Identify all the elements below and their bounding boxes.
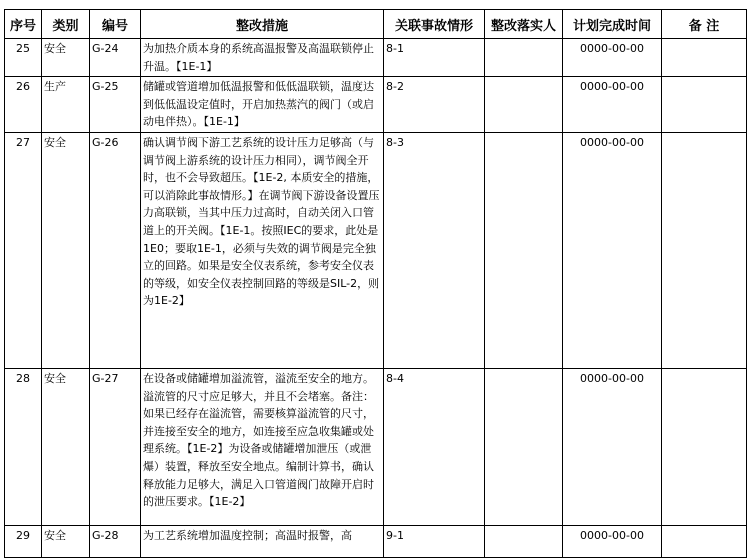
cell-category: 安全: [42, 369, 90, 526]
cell-due: 0000-00-00: [563, 369, 662, 526]
rectification-table: [4, 9, 747, 558]
header-remark: 备 注: [662, 10, 747, 39]
cell-scenario: 9-1: [384, 526, 485, 558]
header-code: 编号: [90, 10, 141, 39]
header-row: [5, 10, 747, 39]
cell-due: 0000-00-00: [563, 133, 662, 369]
cell-remark: [662, 369, 747, 526]
cell-due: 0000-00-00: [563, 526, 662, 558]
cell-code: G-27: [90, 369, 141, 526]
cell-remark: [662, 39, 747, 77]
cell-category: 安全: [42, 526, 90, 558]
cell-owner: [485, 526, 563, 558]
cell-code: G-28: [90, 526, 141, 558]
cell-measure: 为加热介质本身的系统高温报警及高温联锁停止升温。【1E-1】: [141, 39, 384, 77]
header-measure: 整改措施: [141, 10, 384, 39]
cell-owner: [485, 133, 563, 369]
cell-measure: 为工艺系统增加温度控制；高温时报警，高: [141, 526, 384, 558]
cell-owner: [485, 39, 563, 77]
cell-due: 0000-00-00: [563, 77, 662, 133]
cell-measure: 在设备或储罐增加溢流管，溢流至安全的地方。溢流管的尺寸应足够大，并且不会堵塞。备注：如果已经存在溢流管，需要核算溢流管的尺寸，并连接至安全的地方，如连接至应急收集罐或处理系统。【1E-2】为设备或储罐增加泄压（或泄爆）装置，释放至安全地点。编制计算书，确认释放能力足够大，满足入口管道阀门故障开启时的泄压要求。【1E-2】: [141, 369, 384, 526]
table-row: [5, 133, 747, 369]
cell-code: G-25: [90, 77, 141, 133]
table-row: [5, 39, 747, 77]
table-row: [5, 526, 747, 558]
header-due: 计划完成时间: [563, 10, 662, 39]
cell-seq: 29: [5, 526, 42, 558]
cell-scenario: 8-4: [384, 369, 485, 526]
cell-code: G-24: [90, 39, 141, 77]
header-category: 类别: [42, 10, 90, 39]
cell-remark: [662, 526, 747, 558]
cell-measure: 确认调节阀下游工艺系统的设计压力足够高（与调节阀上游系统的设计压力相同），调节阀全开时，也不会导致超压。【1E-2, 本质安全的措施，可以消除此事故情形。】在调节阀下游设备设置压力高联锁，当其中压力过高时，自动关闭入口管道上的开关阀。【1E-1。按照IEC的要求，此处是1E0；要取1E-1，必须与失效的调节阀是完全独立的回路。如果是安全仪表系统，参考安全仪表的等级，如安全仪表控制回路的等级是SIL-2，则为1E-2】: [141, 133, 384, 369]
cell-scenario: 8-3: [384, 133, 485, 369]
cell-category: 安全: [42, 39, 90, 77]
table-row: [5, 77, 747, 133]
header-owner: 整改落实人: [485, 10, 563, 39]
cell-seq: 27: [5, 133, 42, 369]
cell-measure: 储罐或管道增加低温报警和低低温联锁，温度达到低低温设定值时，开启加热蒸汽的阀门（或启动电伴热）。【1E-1】: [141, 77, 384, 133]
cell-remark: [662, 77, 747, 133]
cell-scenario: 8-1: [384, 39, 485, 77]
cell-owner: [485, 77, 563, 133]
cell-seq: 25: [5, 39, 42, 77]
table-row: [5, 369, 747, 526]
cell-category: 安全: [42, 133, 90, 369]
cell-seq: 28: [5, 369, 42, 526]
cell-owner: [485, 369, 563, 526]
cell-seq: 26: [5, 77, 42, 133]
cell-code: G-26: [90, 133, 141, 369]
cell-due: 0000-00-00: [563, 39, 662, 77]
header-scenario: 关联事故情形: [384, 10, 485, 39]
cell-scenario: 8-2: [384, 77, 485, 133]
cell-category: 生产: [42, 77, 90, 133]
header-seq: 序号: [5, 10, 42, 39]
cell-remark: [662, 133, 747, 369]
